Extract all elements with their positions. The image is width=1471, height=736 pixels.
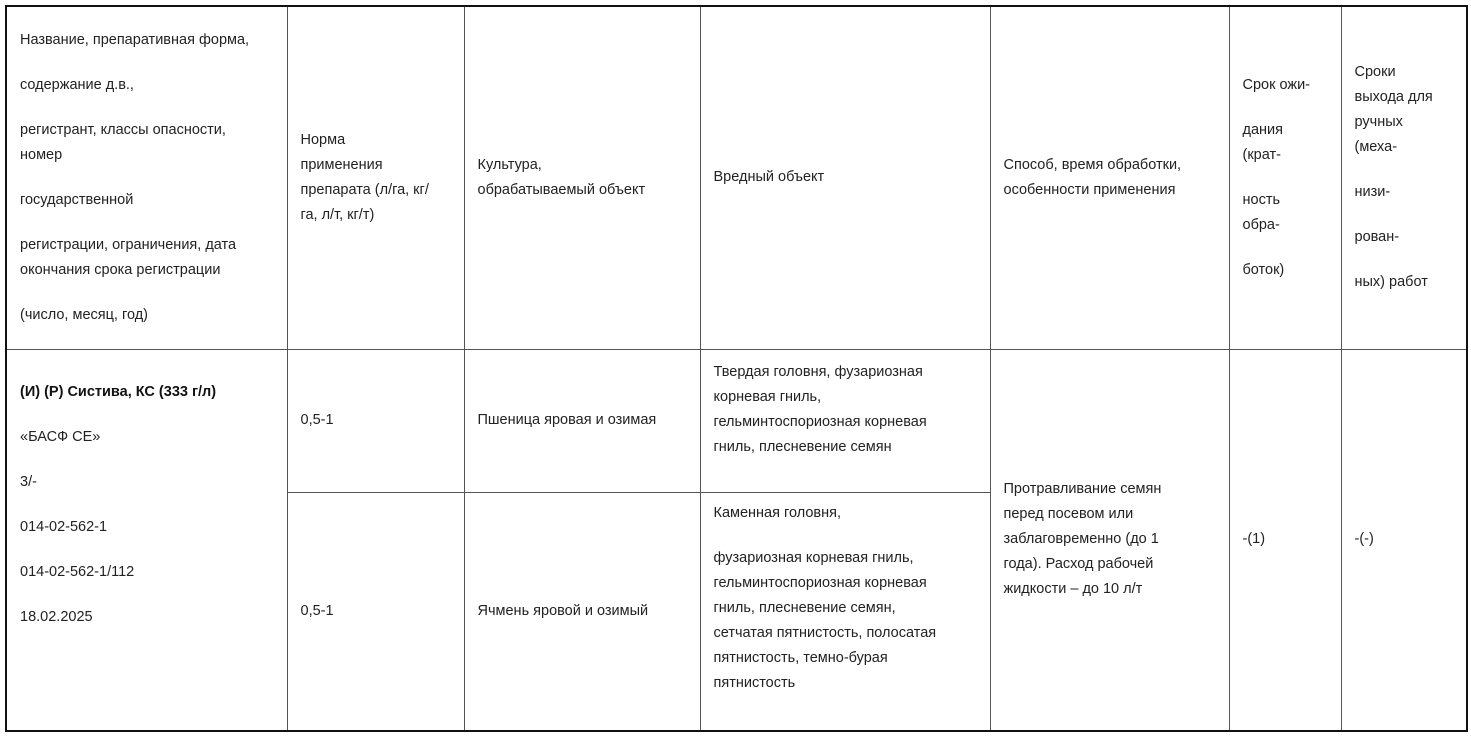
pest-cell <box>700 349 990 492</box>
header-line: регистрации, ограничения, дата <box>20 236 237 253</box>
header-line: Способ, время обработки, <box>1003 156 1182 173</box>
method-cell <box>990 349 1229 731</box>
header-method <box>990 6 1229 349</box>
header-line: (крат- <box>1242 146 1281 163</box>
header-line: содержание д.в., <box>20 76 134 93</box>
product-name: (И) (Р) Систива, КС (333 г/л) <box>20 383 217 400</box>
crop-cell: Ячмень яровой и озимый <box>464 492 700 731</box>
header-line: препарата (л/га, кг/ <box>300 181 429 198</box>
header-line: дания <box>1242 121 1283 138</box>
product-expiry-date: 18.02.2025 <box>20 608 93 625</box>
product-registrant: «БАСФ СЕ» <box>20 428 101 445</box>
header-line: рован- <box>1354 229 1400 246</box>
header-line: ных) работ <box>1354 274 1428 291</box>
header-manual-work-period <box>1341 6 1467 349</box>
registration-table <box>5 5 1468 732</box>
crop-cell: Пшеница яровая и озимая <box>464 349 700 492</box>
header-line: применения <box>300 156 383 173</box>
method-line: года). Расход рабочей <box>1003 556 1154 573</box>
pest-line: корневая гниль, <box>713 388 822 405</box>
pest-line: сетчатая пятнистость, полосатая <box>713 624 937 641</box>
header-line: боток) <box>1242 261 1285 278</box>
waiting-period-cell: -(1) <box>1229 349 1341 731</box>
header-waiting-period <box>1229 6 1341 349</box>
method-line: жидкости – до 10 л/т <box>1003 581 1143 598</box>
header-line: особенности применения <box>1003 181 1176 198</box>
header-line: обра- <box>1242 216 1280 233</box>
pest-line: Каменная головня, <box>713 504 841 521</box>
pest-line: пятнистость <box>713 674 796 691</box>
header-rate <box>287 6 464 349</box>
pest-line: фузариозная корневая гниль, <box>713 549 914 566</box>
table-row <box>6 349 1467 492</box>
header-line: номер <box>20 146 63 163</box>
header-line: ручных <box>1354 114 1403 131</box>
header-row <box>6 6 1467 349</box>
header-line: государственной <box>20 191 134 208</box>
header-line: га, л/т, кг/т) <box>300 206 375 223</box>
header-line: Норма <box>300 131 346 148</box>
header-line: ность <box>1242 191 1281 208</box>
pest-line: Твердая головня, фузариозная <box>713 363 923 380</box>
pest-line: пятнистость, темно-бурая <box>713 649 888 666</box>
header-line: Сроки <box>1354 64 1396 81</box>
header-line: низи- <box>1354 184 1391 201</box>
header-product-info <box>6 6 287 349</box>
header-line: регистрант, классы опасности, <box>20 121 226 138</box>
pest-line: гельминтоспориозная корневая <box>713 413 927 430</box>
product-reg-number-restriction: 014-02-562-1/112 <box>20 563 135 580</box>
pest-line: гниль, плесневение семян, <box>713 599 896 616</box>
header-line: выхода для <box>1354 89 1433 106</box>
header-line: Культура, <box>477 156 542 173</box>
pest-line: гельминтоспориозная корневая <box>713 574 927 591</box>
rate-cell: 0,5-1 <box>287 349 464 492</box>
method-line: Протравливание семян <box>1003 481 1162 498</box>
product-hazard-class: 3/- <box>20 473 37 490</box>
method-line: заблаговременно (до 1 <box>1003 531 1159 548</box>
manual-work-period-cell: -(-) <box>1341 349 1467 731</box>
product-info-cell <box>6 349 287 731</box>
header-line: Срок ожи- <box>1242 76 1311 93</box>
header-line: окончания срока регистрации <box>20 261 221 278</box>
method-line: перед посевом или <box>1003 506 1134 523</box>
header-line: Название, препаративная форма, <box>20 31 250 48</box>
pest-line: гниль, плесневение семян <box>713 438 892 455</box>
header-line: (меха- <box>1354 139 1398 156</box>
header-crop <box>464 6 700 349</box>
header-line: обрабатываемый объект <box>477 181 646 198</box>
header-pest: Вредный объект <box>700 6 990 349</box>
pest-cell <box>700 492 990 731</box>
header-line: (число, месяц, год) <box>20 306 148 323</box>
rate-cell: 0,5-1 <box>287 492 464 731</box>
product-reg-number: 014-02-562-1 <box>20 518 108 535</box>
